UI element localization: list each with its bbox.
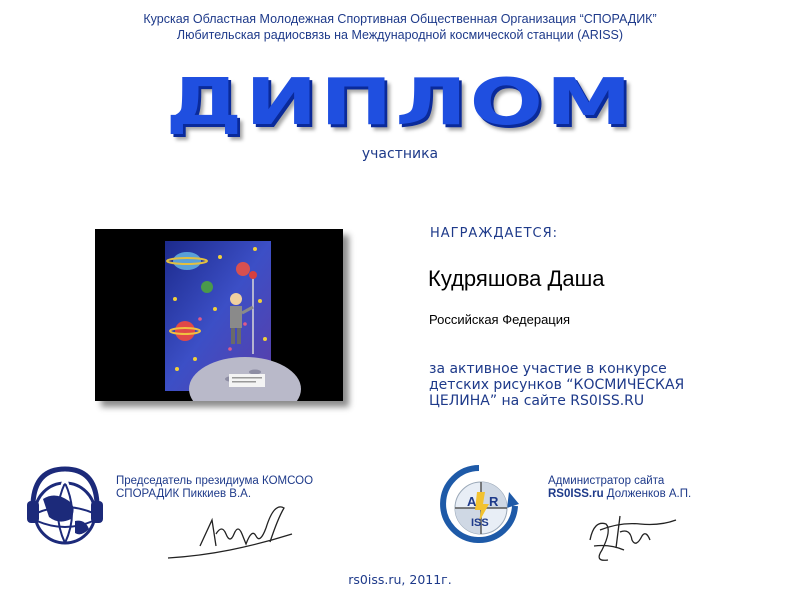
recipient-name: Кудряшова Даша [428, 266, 605, 291]
handwritten-signature-icon [160, 498, 300, 568]
admin-signature-text [548, 475, 691, 501]
ariss-letter-a: A [467, 494, 477, 509]
diploma-subtitle: участника [361, 146, 439, 162]
award-reason [429, 361, 769, 409]
ariss-letters-iss: ISS [471, 517, 489, 529]
reason-line: ЦЕЛИНА” на сайте RS0ISS.RU [429, 393, 645, 409]
ariss-letter-r: R [489, 494, 499, 509]
organization-subtitle: Любительская радиосвязь на Международной космической станции (ARISS) [176, 28, 624, 42]
chairman-title: Председатель президиума КОМСОО [116, 475, 314, 487]
sporadik-logo [25, 463, 105, 553]
recipient-country: Российская Федерация [429, 312, 571, 327]
diploma-title: ДИПЛОМ [165, 66, 635, 140]
chairman-signature [160, 498, 300, 568]
drawing-image [95, 229, 343, 401]
admin-signature [580, 500, 690, 570]
handwritten-signature-icon [580, 500, 690, 570]
chairman-name: СПОРАДИК Пиккиев В.А. [116, 488, 252, 500]
ariss-logo [437, 462, 521, 548]
ariss-emblem-icon [437, 462, 521, 548]
admin-name: Долженков А.П. [603, 488, 692, 500]
reason-line: за активное участие в конкурсе [429, 361, 667, 377]
reason-line: детских рисунков “КОСМИЧЕСКАЯ [429, 377, 685, 393]
footer-text: rs0iss.ru, 2011г. [348, 572, 452, 587]
admin-title: Администратор сайта [548, 475, 665, 487]
space-drawing-icon [95, 229, 343, 401]
organization-name: Курская Областная Молодежная Спортивная Общественная Организация “СПОРАДИК” [143, 12, 657, 26]
globe-headphones-icon [25, 463, 105, 553]
admin-site-name: RS0ISS.ru [548, 488, 604, 500]
awarded-label: НАГРАЖДАЕТСЯ: [430, 226, 559, 241]
